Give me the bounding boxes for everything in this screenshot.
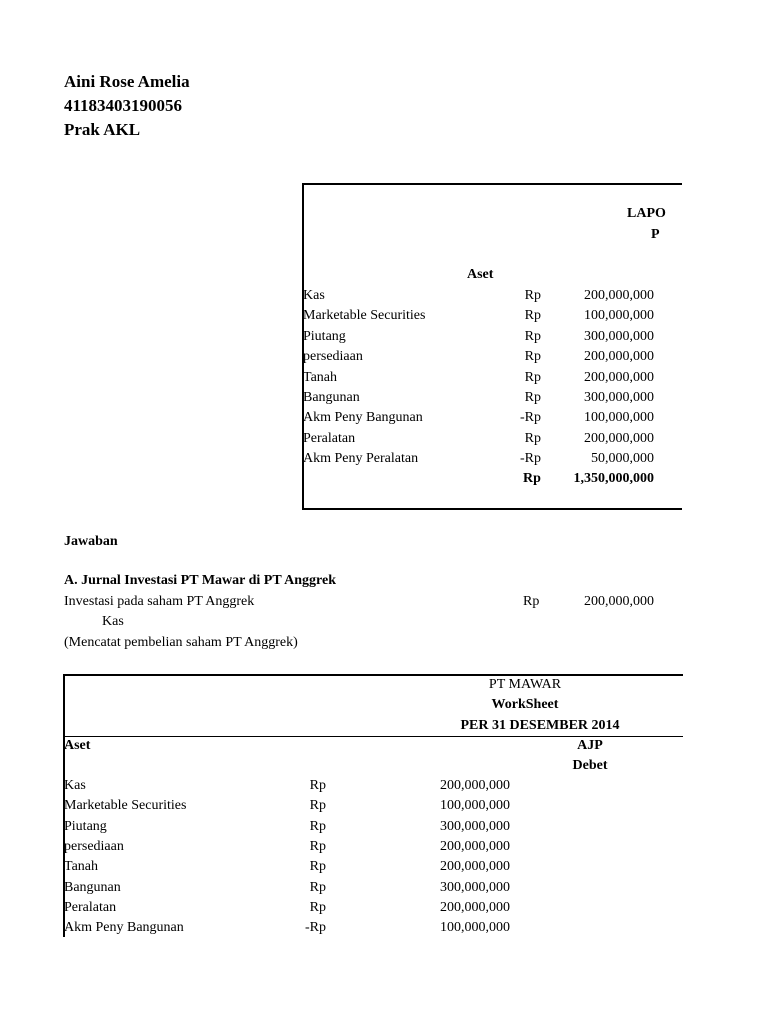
report-row-label: Akm Peny Peralatan [303,451,419,467]
journal-credit-account: Kas [102,614,124,629]
report-row-amount: 50,000,000 [591,451,654,467]
worksheet-row-amount: 100,000,000 [440,798,510,814]
student-name: Aini Rose Amelia [64,72,190,91]
report-row-label: Peralatan [303,430,356,446]
journal-title: A. Jurnal Investasi PT Mawar di PT Anggrek [64,573,337,588]
report-row-currency: -Rp [520,410,541,426]
report-row-amount: 200,000,000 [584,288,654,303]
worksheet-row-amount: 200,000,000 [440,859,510,875]
report-row-label: Akm Peny Bangunan [303,410,423,426]
worksheet-row-amount: 300,000,000 [440,879,510,895]
worksheet-row-currency: -Rp [305,920,326,936]
report-row-amount: 300,000,000 [584,328,654,344]
worksheet-row-amount: 200,000,000 [440,838,510,854]
worksheet-row-amount: 200,000,000 [440,899,510,915]
report-row-amount: 300,000,000 [584,390,654,405]
worksheet-row-amount: 300,000,000 [440,818,510,834]
report-subtitle: P [651,227,660,242]
worksheet-section-aset: Aset [64,738,91,753]
report-row-currency: Rp [524,308,541,324]
worksheet-row-currency: Rp [309,838,326,854]
report-row-amount: 100,000,000 [584,410,654,426]
report-row-currency: -Rp [520,451,541,467]
report-row-label: Kas [303,288,325,303]
student-id: 41183403190056 [64,96,183,115]
worksheet-row-label: Akm Peny Bangunan [64,920,184,936]
journal-debit-account: Investasi pada saham PT Anggrek [64,594,255,609]
worksheet-row-label: Marketable Securities [64,798,187,814]
report-row-currency: Rp [524,369,541,385]
worksheet-row-currency: Rp [309,818,326,834]
report-section-aset: Aset [467,267,494,282]
worksheet-row-label: Kas [64,778,86,793]
report-row-label: Marketable Securities [303,308,426,324]
report-row-label: Bangunan [303,390,360,405]
report-row-currency: Rp [524,349,541,365]
worksheet-row-currency: Rp [309,778,326,793]
report-row-amount: 100,000,000 [584,308,654,324]
report-title: LAPO [627,206,666,221]
report-total-amount: 1,350,000,000 [573,471,654,486]
report-row-currency: Rp [524,390,541,405]
journal-memo: (Mencatat pembelian saham PT Anggrek) [64,635,298,650]
journal-debit-amount: 200,000,000 [584,594,654,609]
report-row-currency: Rp [524,288,541,303]
worksheet-col-ajp: AJP [577,738,603,753]
worksheet-row-label: Bangunan [64,879,121,895]
report-total-currency: Rp [523,471,541,486]
worksheet-row-currency: Rp [309,859,326,875]
worksheet-period: PER 31 DESEMBER 2014 [460,718,620,733]
worksheet-row-amount: 200,000,000 [440,778,510,793]
report-row-currency: Rp [524,328,541,344]
report-row-amount: 200,000,000 [584,369,654,385]
answer-heading: Jawaban [64,534,118,549]
worksheet-row-label: Peralatan [64,899,117,915]
report-row-label: Piutang [303,328,346,344]
course-name: Prak AKL [64,120,141,139]
worksheet-row-label: Piutang [64,818,107,834]
worksheet-col-debet: Debet [572,758,608,773]
worksheet-row-currency: Rp [309,899,326,915]
worksheet-row-label: Tanah [64,859,99,875]
report-row-label: persediaan [303,349,363,365]
report-row-label: Tanah [303,369,338,385]
worksheet-title: WorkSheet [491,697,559,712]
worksheet-row-currency: Rp [309,879,326,895]
worksheet-row-currency: Rp [309,798,326,814]
worksheet-row-label: persediaan [64,838,124,854]
report-row-amount: 200,000,000 [584,430,654,446]
report-row-currency: Rp [524,430,541,446]
report-row-amount: 200,000,000 [584,349,654,365]
worksheet-row-amount: 100,000,000 [440,920,510,936]
worksheet-company: PT MAWAR [488,677,562,692]
journal-debit-currency: Rp [523,594,540,609]
